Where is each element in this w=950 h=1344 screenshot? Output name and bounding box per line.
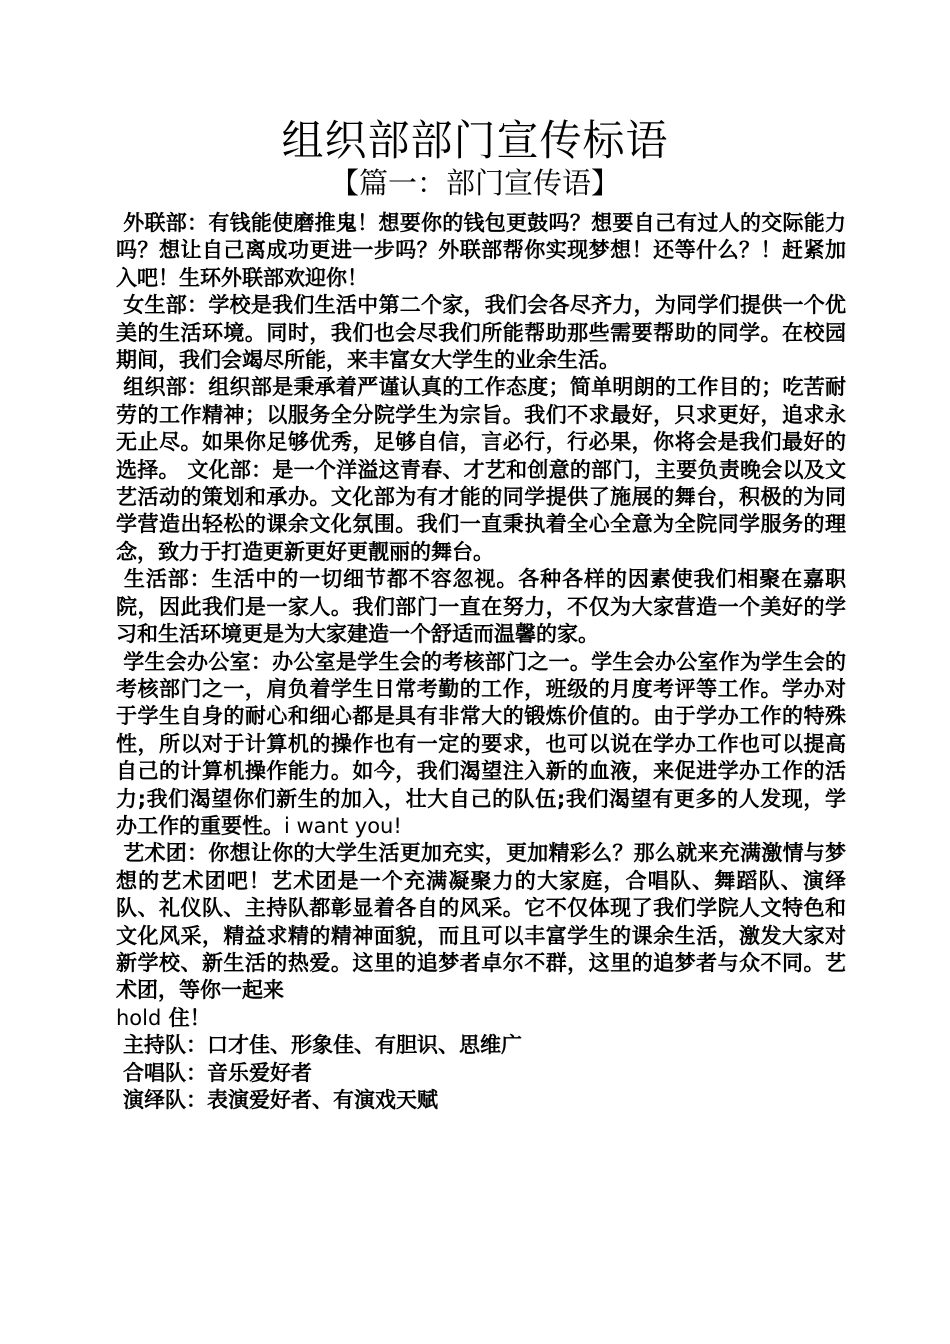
line-yanyidui (116, 1087, 846, 1114)
paragraph-waillianbu (116, 210, 846, 292)
line-text: 演绎队：表演爱好者、有演戏天赋 (123, 1088, 438, 1112)
paragraph-tail: 住！ (168, 1005, 211, 1030)
paragraph-text: 艺术团：你想让你的大学生活更加充实，更加精彩么？那么就来充满激情与梦想的艺术团吧！艺术团是一个充满凝聚力的大家庭，合唱队、舞蹈队、演绎队、礼仪队、主持队都彰显着各自的风采。它不仅体现了我们学院人文特色和文化风采，精益求精的精神面貌，而且可以丰富学生的课余生活，激发大家对新学校、新生活的热爱。这里的追梦者卓尔不群，这里的追梦者与众不同。艺术团，等你一起来 (116, 841, 846, 1003)
paragraph-yishutuan (116, 840, 846, 1032)
document-body (116, 210, 846, 1114)
page-title: 组织部部门宣传标语 (281, 116, 669, 165)
paragraph-zuzhibu (116, 374, 846, 566)
paragraph-text: 外联部：有钱能使磨推鬼！想要你的钱包更鼓吗？想要自己有过人的交际能力吗？想让自己离成功更进一步吗？外联部帮你实现梦想！还等什么？！赶紧加入吧！生环外联部欢迎你！ (116, 211, 846, 290)
line-zhuchidui (116, 1032, 846, 1059)
latin-word: hold (116, 1005, 162, 1030)
paragraph-bangongshi (116, 649, 846, 841)
paragraph-nvshengbu (116, 292, 846, 374)
paragraph-text: 女生部：学校是我们生活中第二个家，我们会各尽齐力，为同学们提供一个优美的生活环境。同时，我们也会尽我们所能帮助那些需要帮助的同学。在校园期间，我们会竭尽所能，来丰富女大学生的业余生活。 (116, 293, 846, 373)
line-text: 合唱队：音乐爱好者 (123, 1060, 312, 1085)
line-hechangdui (116, 1060, 846, 1087)
paragraph-text: 学生会办公室：办公室是学生会的考核部门之一。学生会办公室作为学生会的考核部门之一，肩负着学生日常考勤的工作，班级的月度考评等工作。学办对于学生自身的耐心和细心都是具有非常大的锻炼价值的。由于学办工作的特殊性，所以对于计算机的操作也有一定的要求，也可以说在学办工作也可以提高自己的计算机操作能力。如今，我们渴望注入新的血液，来促进学办工作的活力;我们渴望你们新生的加入，壮大自己的队伍;我们渴望有更多的人发现，学办工作的重要性。 (116, 649, 846, 838)
line-text: 主持队：口才佳、形象佳、有胆识、思维广 (123, 1033, 522, 1058)
latin-phrase: i want you! (284, 813, 402, 838)
paragraph-shenghuobu (116, 566, 846, 648)
paragraph-text: 生活部：生活中的一切细节都不容忽视。各种各样的因素使我们相聚在嘉职院，因此我们是一家人。我们部门一直在努力，不仅为大家营造一个美好的学习和生活环境更是为大家建造一个舒适而温馨的家。 (116, 567, 846, 647)
paragraph-text: 组织部：组织部是秉承着严谨认真的工作态度；简单明朗的工作目的；吃苦耐劳的工作精神；以服务全分院学生为宗旨。我们不求最好，只求更好，追求永无止尽。如果你足够优秀，足够自信，言必行，行必果，你将会是我们最好的选择。 文化部：是一个洋溢这青春、才艺和创意的部门，主要负责晚会以及文艺活动的策划和承办。文化部为有才能的同学提供了施展的舞台，积极的为同学营造出轻松的课余文化氛围。我们一直秉执着全心全意为全院同学服务的理念，致力于打造更新更好更靓丽的舞台。 (116, 375, 846, 564)
page-subtitle: 【篇一：部门宣传语】 (329, 166, 620, 200)
